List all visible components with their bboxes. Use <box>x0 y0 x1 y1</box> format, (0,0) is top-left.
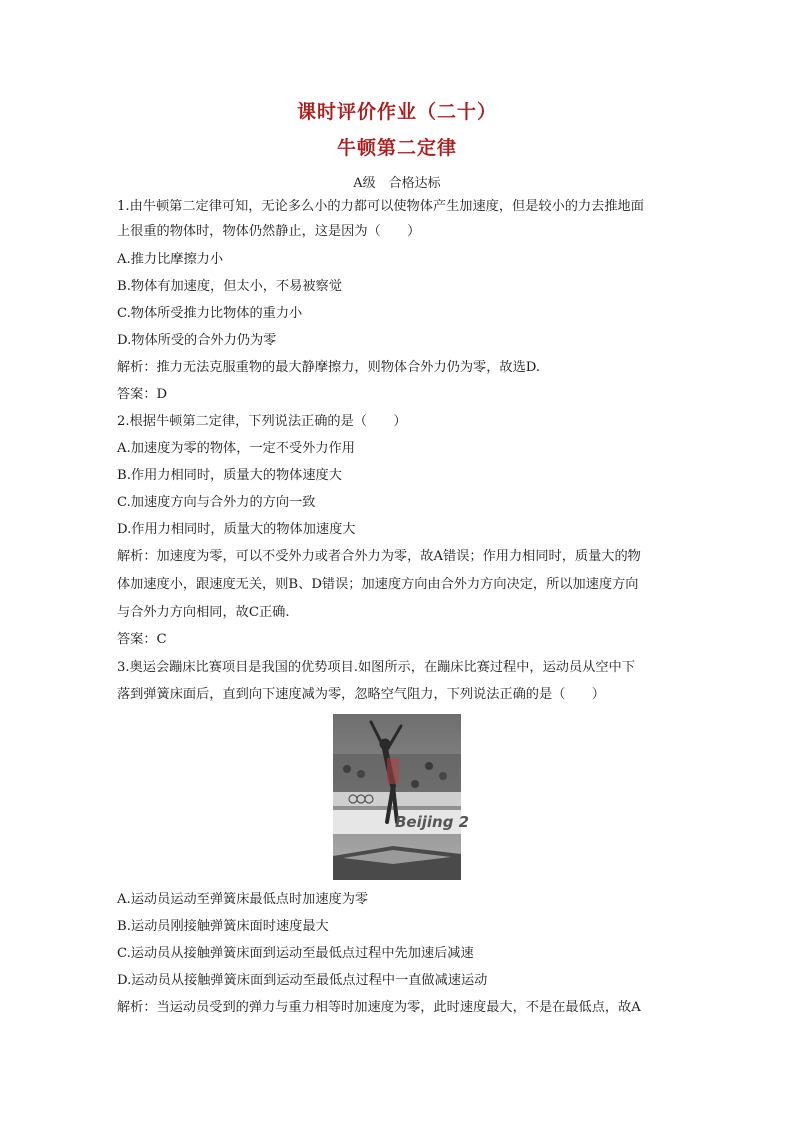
trampoline-photo <box>333 714 470 880</box>
q1-answer: 答案：D <box>117 387 168 402</box>
q1-option-c: C.物体所受推力比物体的重力小 <box>117 306 303 321</box>
q3-option-c: C.运动员从接触弹簧床面到运动至最低点过程中先加速后减速 <box>117 946 474 961</box>
q2-analysis-line1: 解析：加速度为零，可以不受外力或者合外力为零，故A错误；作用力相同时，质量大的物 <box>117 549 641 564</box>
q1-stem-line2: 上很重的物体时，物体仍然静止，这是因为（ ） <box>117 224 421 239</box>
q1-option-d: D.物体所受的合外力仍为零 <box>117 333 277 348</box>
q3-option-d: D.运动员从接触弹簧床面到运动至最低点过程中一直做减速运动 <box>117 973 488 988</box>
q2-option-d: D.作用力相同时，质量大的物体加速度大 <box>117 522 356 537</box>
q3-option-b: B.运动员刚接触弹簧床面时速度最大 <box>117 919 329 934</box>
q2-answer: 答案：C <box>117 632 167 647</box>
q3-option-a: A.运动员运动至弹簧床最低点时加速度为零 <box>117 892 369 907</box>
q1-stem-line1: 1.由牛顿第二定律可知，无论多么小的力都可以使物体产生加速度，但是较小的力去推地面 <box>117 199 644 214</box>
page-subtitle: 牛顿第二定律 <box>336 137 457 159</box>
photo-board-text: Beijing 2 <box>395 813 470 831</box>
q1-analysis: 解析：推力无法克服重物的最大静摩擦力，则物体合外力仍为零，故选D. <box>117 360 541 375</box>
page-title: 课时评价作业（二十） <box>296 101 497 123</box>
level-heading: A级 合格达标 <box>353 176 441 191</box>
q3-stem-line1: 3.奥运会蹦床比赛项目是我国的优势项目.如图所示，在蹦床比赛过程中，运动员从空中下 <box>117 660 635 675</box>
q3-stem-line2: 落到弹簧床面后，直到向下速度减为零，忽略空气阻力，下列说法正确的是（ ） <box>117 687 605 702</box>
q2-stem: 2.根据牛顿第二定律，下列说法正确的是（ ） <box>117 414 407 429</box>
q1-option-a: A.推力比摩擦力小 <box>117 252 224 267</box>
q2-option-c: C.加速度方向与合外力的方向一致 <box>117 495 316 510</box>
q2-analysis-line3: 与合外力方向相同，故C正确. <box>117 605 290 620</box>
q3-analysis-line1: 解析：当运动员受到的弹力与重力相等时加速度为零，此时速度最大，不是在最低点，故A <box>117 1000 641 1015</box>
q2-option-a: A.加速度为零的物体，一定不受外力作用 <box>117 441 355 456</box>
q2-option-b: B.作用力相同时，质量大的物体速度大 <box>117 468 342 483</box>
q2-analysis-line2: 体加速度小，跟速度无关，则B、D错误；加速度方向由合外力方向决定，所以加速度方向 <box>117 577 639 592</box>
q1-option-b: B.物体有加速度，但太小，不易被察觉 <box>117 279 342 294</box>
